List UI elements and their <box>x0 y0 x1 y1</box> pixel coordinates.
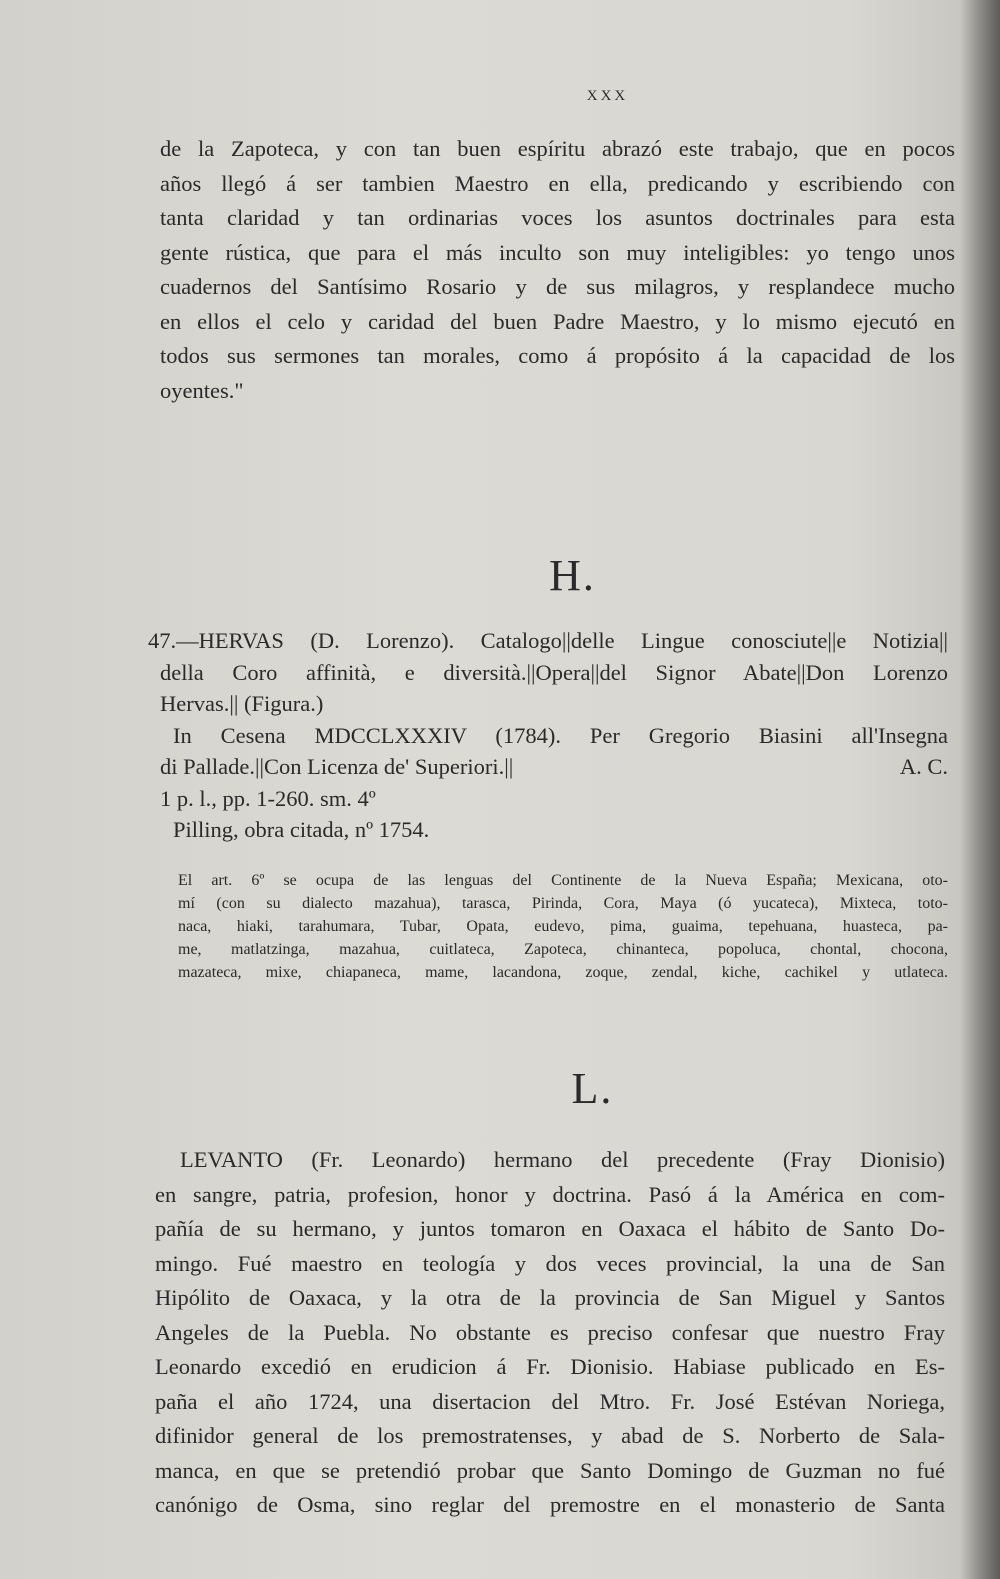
text-line: cuadernos del Santísimo Rosario y de sus milagros, y resplandece mucho <box>160 274 955 299</box>
entry-line: 47.—HERVAS (D. Lorenzo). Catalogo||delle Lingue conosciute||e Notizia|| <box>148 628 948 653</box>
text-line: años llegó á ser tambien Maestro en ella, predicando y escribiendo con <box>160 170 955 196</box>
entry-line: Hervas.|| (Figura.) <box>160 691 324 716</box>
entry-pages: 1 p. l., pp. 1-260. sm. 4º <box>160 785 376 811</box>
text-line: tanta claridad y tan ordinarias voces los asuntos doctrinales para esta <box>160 205 955 230</box>
text-line: todos sus sermones tan morales, como á propósito á la capacidad de los <box>160 343 955 368</box>
text-line: en sangre, patria, profesion, honor y doctrina. Pasó á la América en com- <box>155 1181 945 1207</box>
section-heading-l: L. <box>571 1064 614 1113</box>
text-line: difinidor general de los premostratenses, y abad de S. Norberto de Sala- <box>155 1423 945 1448</box>
text-line: Leonardo excedió en erudicion á Fr. Dionisio. Habiase publicado en Es- <box>155 1354 945 1379</box>
text-line: de la Zapoteca, y con tan buen espíritu abrazó este trabajo, que en pocos <box>160 136 955 161</box>
note-line: mí (con su dialecto mazahua), tarasca, Pirinda, Cora, Maya (ó yucateca), Mixteca, toto- <box>178 895 948 912</box>
note-line: me, matlatzinga, mazahua, cuitlateca, Zapoteca, chinanteca, popoluca, chontal, chocona, <box>178 941 948 958</box>
text-line: oyentes." <box>160 377 244 403</box>
entry-line <box>148 751 948 783</box>
text-line: canónigo de Osma, sino reglar del premostre en el monasterio de Santa <box>155 1492 945 1517</box>
ac-mark: A. C. <box>899 754 948 779</box>
note-line: mazateca, mixe, chiapaneca, mame, lacandona, zoque, zendal, kiche, cachikel y utlateca. <box>178 964 948 981</box>
running-head: XXX <box>586 88 629 104</box>
note-line: El art. 6º se ocupa de las lenguas del Continente de la Nueva España; Mexicana, oto- <box>178 872 948 889</box>
paragraph-zapoteca <box>160 132 955 408</box>
section-heading-h: H. <box>549 551 596 600</box>
text-line: gente rústica, que para el más inculto son muy inteligibles: yo tengo unos <box>160 239 955 265</box>
text-line: manca, en que se pretendió probar que Santo Domingo de Guzman no fué <box>155 1457 945 1483</box>
text-line: pañía de su hermano, y juntos tomaron en Oaxaca el hábito de Santo Do- <box>155 1216 945 1241</box>
entry-pilling: Pilling, obra citada, nº 1754. <box>173 817 430 842</box>
text-line: paña el año 1724, una disertacion del Mtro. Fr. José Estévan Noriega, <box>155 1388 945 1414</box>
text-line: Hipólito de Oaxaca, y la otra de la provincia de San Miguel y Santos <box>155 1285 945 1310</box>
text-line: LEVANTO (Fr. Leonardo) hermano del precedente (Fray Dionisio) <box>180 1147 945 1172</box>
imprint-text: di Pallade.||Con Licenza de' Superiori.|| <box>160 754 514 779</box>
page-edge-shadow <box>960 0 1000 1579</box>
entry-47 <box>148 625 948 846</box>
text-line: Angeles de la Puebla. No obstante es preciso confesar que nuestro Fray <box>155 1319 945 1345</box>
entry-47-note <box>178 869 948 984</box>
paragraph-levanto <box>155 1143 945 1523</box>
entry-line: In Cesena MDCCLXXXIV (1784). Per Gregorio Biasini all'Insegna <box>173 722 948 748</box>
text-line: mingo. Fué maestro en teología y dos veces provincial, la una de San <box>155 1250 945 1276</box>
note-line: naca, hiaki, tarahumara, Tubar, Opata, eudevo, pima, guaima, tepehuana, huasteca, pa- <box>178 918 948 935</box>
entry-line: della Coro affinità, e diversità.||Opera||del Signor Abate||Don Lorenzo <box>160 659 948 685</box>
text-line: en ellos el celo y caridad del buen Padre Maestro, y lo mismo ejecutó en <box>160 308 955 334</box>
